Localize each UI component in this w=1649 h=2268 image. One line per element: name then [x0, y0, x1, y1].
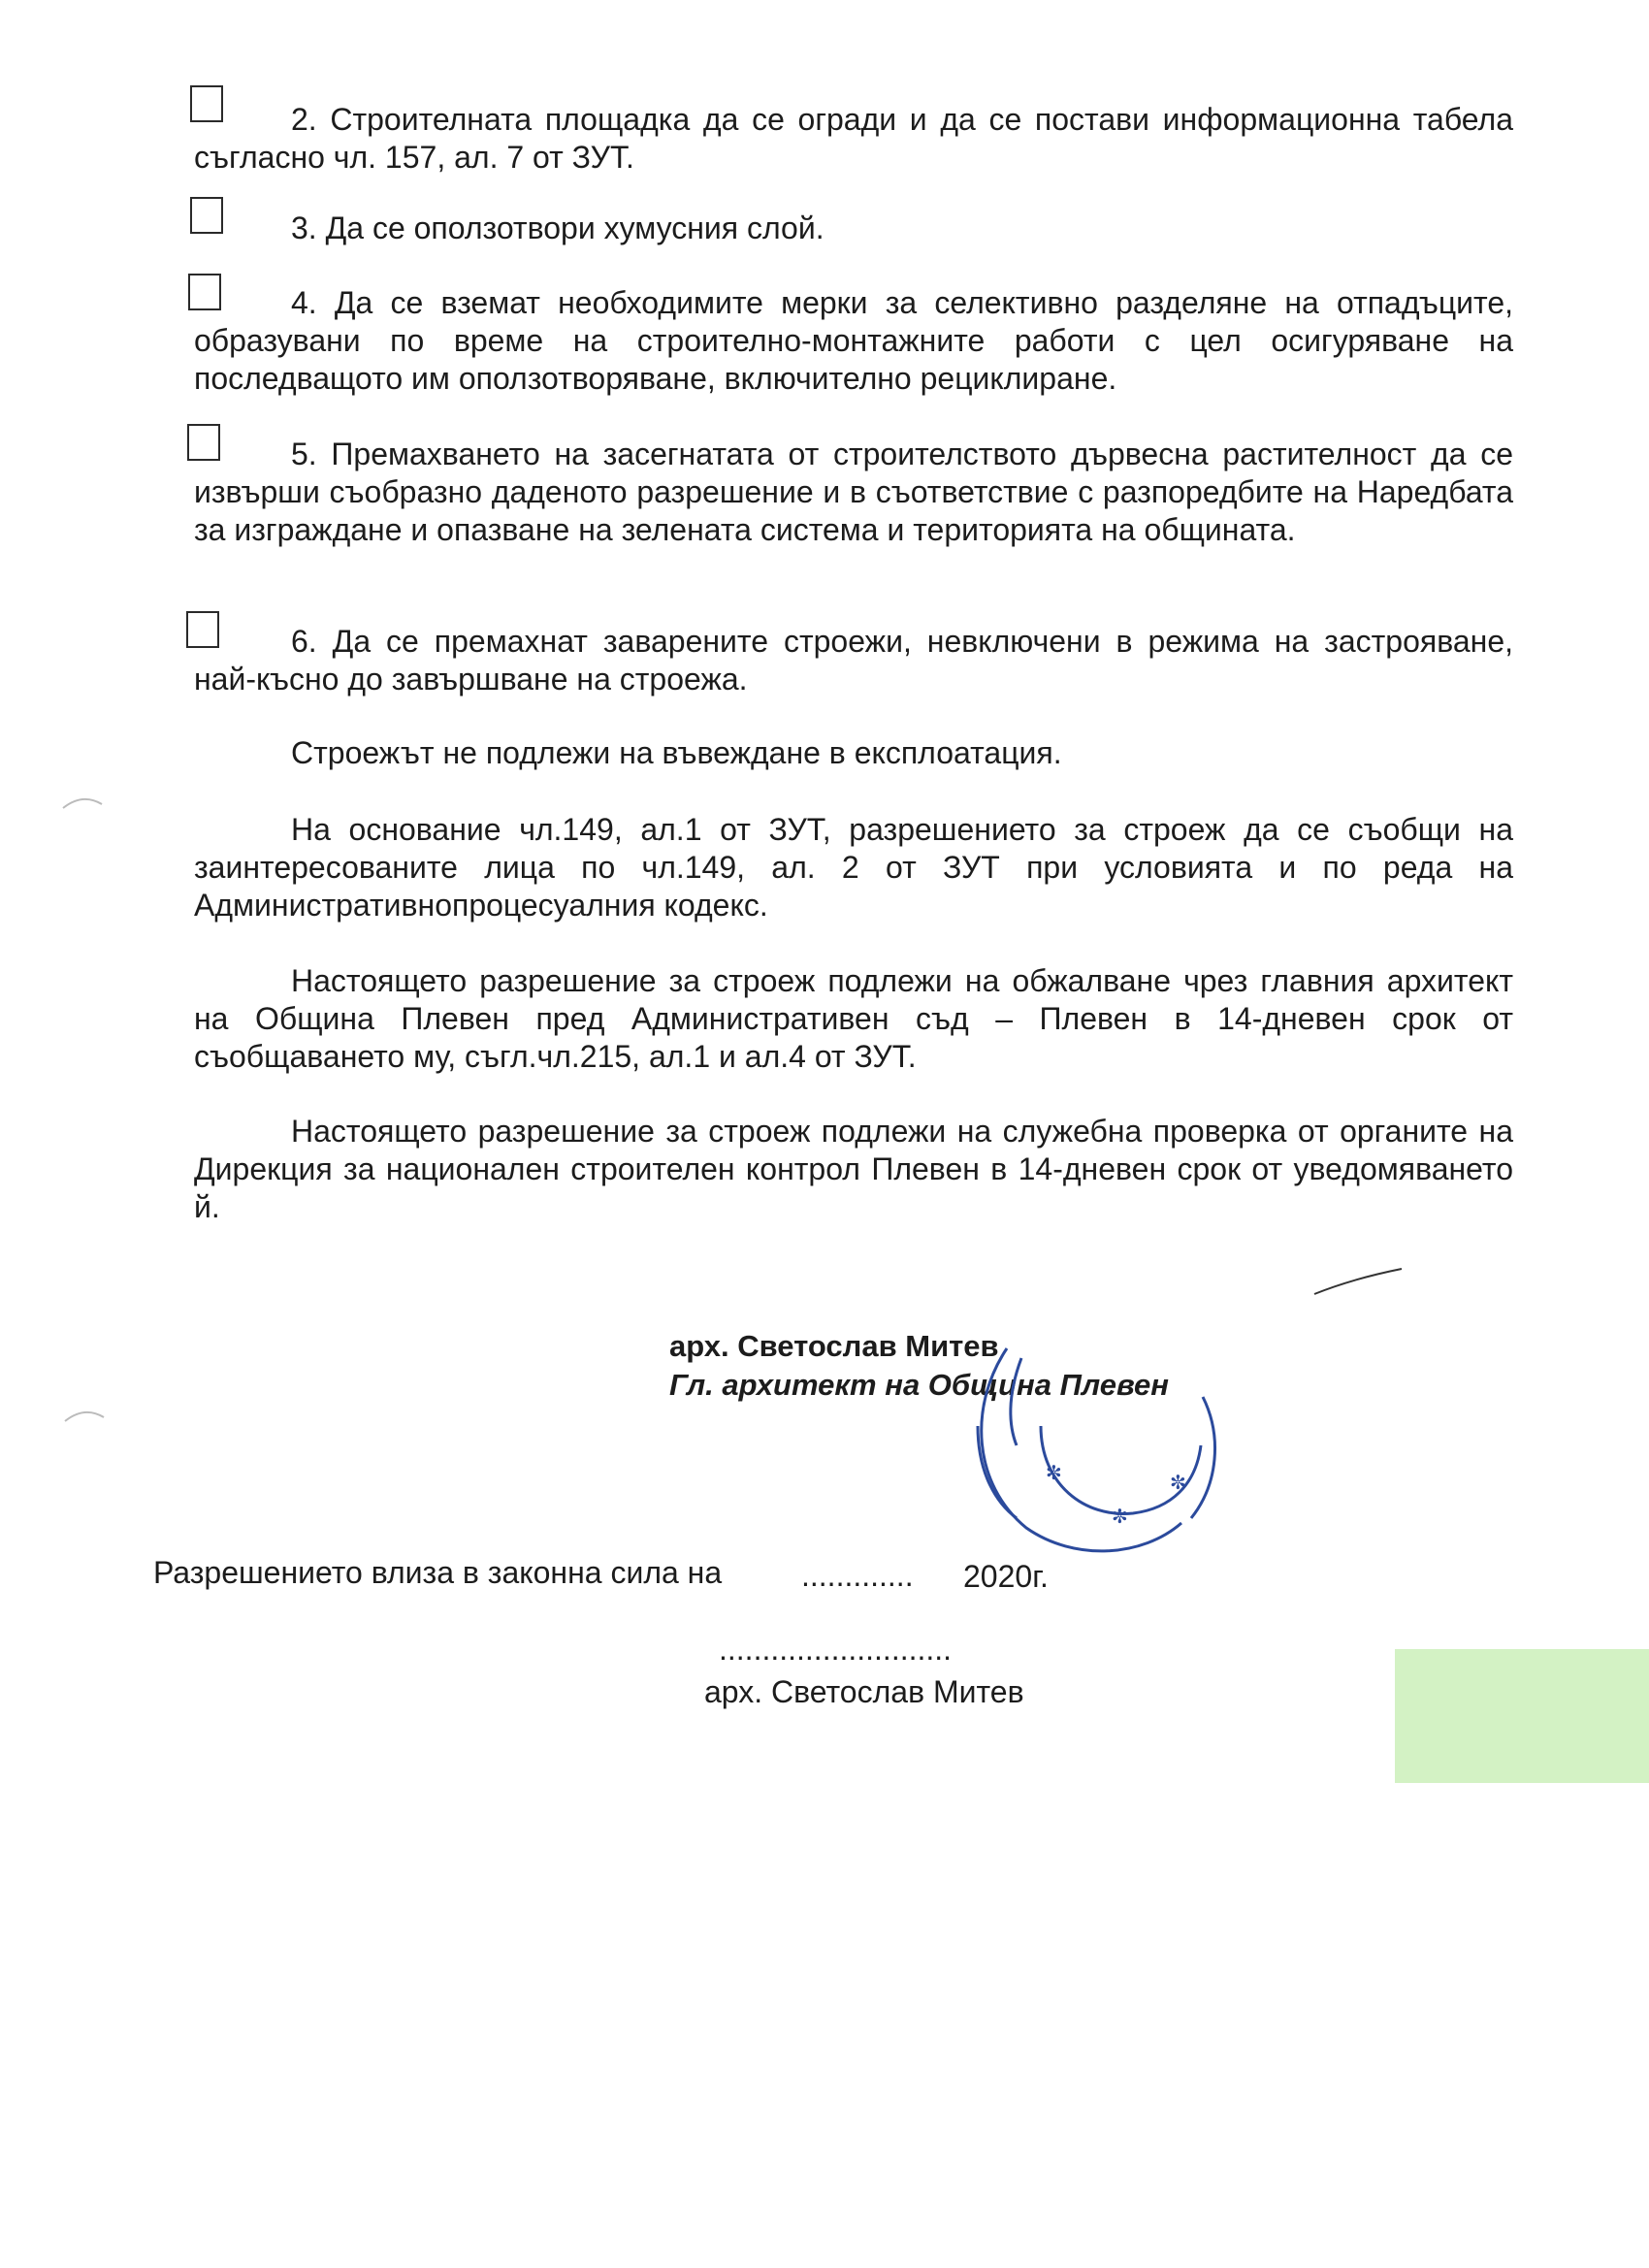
- condition-6-body: Да се премахнат заварените строежи, невключени в режима на застрояване, най-късно до завършване на строежа.: [194, 624, 1514, 697]
- margin-mark-upper: [58, 791, 107, 815]
- bottom-signature-dots: ...........................: [719, 1632, 953, 1667]
- condition-3-number: 3.: [291, 211, 317, 245]
- margin-mark-lower: [60, 1404, 109, 1428]
- green-sticky-note: [1395, 1649, 1649, 1783]
- effective-date-dots: .............: [801, 1558, 914, 1593]
- condition-2-number: 2.: [291, 102, 317, 137]
- condition-6-number: 6.: [291, 624, 317, 659]
- condition-3-body: Да се оползотвори хумусния слой.: [325, 211, 824, 245]
- signatory-name: арх. Светослав Митев: [669, 1329, 999, 1363]
- condition-4-body: Да се вземат необходимите мерки за селективно разделяне на отпадъците, образувани по време на строително-монтажните работи с цел осигуряване на последващото им оползотворяване, включително рециклиране.: [194, 285, 1514, 396]
- condition-4-number: 4.: [291, 285, 317, 320]
- condition-3-text: [194, 210, 1513, 247]
- condition-2-body: Строителната площадка да се огради и да се постави информационна табела съгласно чл. 157, ал. 7 от ЗУТ.: [194, 102, 1514, 175]
- condition-4-text: [194, 284, 1513, 398]
- no-commissioning-paragraph: Строежът не подлежи на въвеждане в експлоатация.: [291, 735, 1062, 770]
- notification-paragraph: На основание чл.149, ал.1 от ЗУТ, разрешението за строеж да се съобщи на заинтересованите лица по чл.149, ал. 2 от ЗУТ при условията и по реда на Административнопроцесуалния кодекс.: [194, 812, 1513, 923]
- condition-5-body: Премахването на засегнатата от строителството дървесна растителност да се извърши съобразно даденото разрешение и в съответствие с разпоредбите на Наредбата за изграждане и опазване на зелената система и територията на общината.: [194, 437, 1514, 547]
- signatory-role: Гл. архитект на Община Плевен: [669, 1368, 1169, 1402]
- condition-6-text: [194, 623, 1513, 698]
- effective-date-year: 2020г.: [963, 1559, 1049, 1594]
- effective-date-label: Разрешението влиза в законна сила на: [153, 1555, 723, 1590]
- bottom-signatory-name: арх. Светослав Митев: [704, 1674, 1024, 1709]
- effective-date-line: [153, 1555, 722, 1591]
- appeal-paragraph: Настоящето разрешение за строеж подлежи на обжалване чрез главния архитект на Община Плевен пред Административен съд – Плевен в 14-дневен срок от съобщаването му, съгл.чл.215, ал.1 и ал.4 от ЗУТ.: [194, 963, 1513, 1074]
- condition-5-number: 5.: [291, 437, 317, 471]
- official-stamp: [949, 1319, 1278, 1562]
- svg-text:✼: ✼: [1046, 1461, 1062, 1484]
- pen-stroke-mark: [1310, 1261, 1406, 1300]
- svg-text:✼: ✼: [1112, 1505, 1128, 1528]
- inspection-paragraph: Настоящето разрешение за строеж подлежи на служебна проверка от органите на Дирекция за национален строителен контрол Плевен в 14-дневен срок от уведомяването й.: [194, 1114, 1513, 1224]
- svg-text:✼: ✼: [1170, 1471, 1186, 1494]
- condition-2-text: [194, 101, 1513, 177]
- condition-5-text: [194, 436, 1513, 549]
